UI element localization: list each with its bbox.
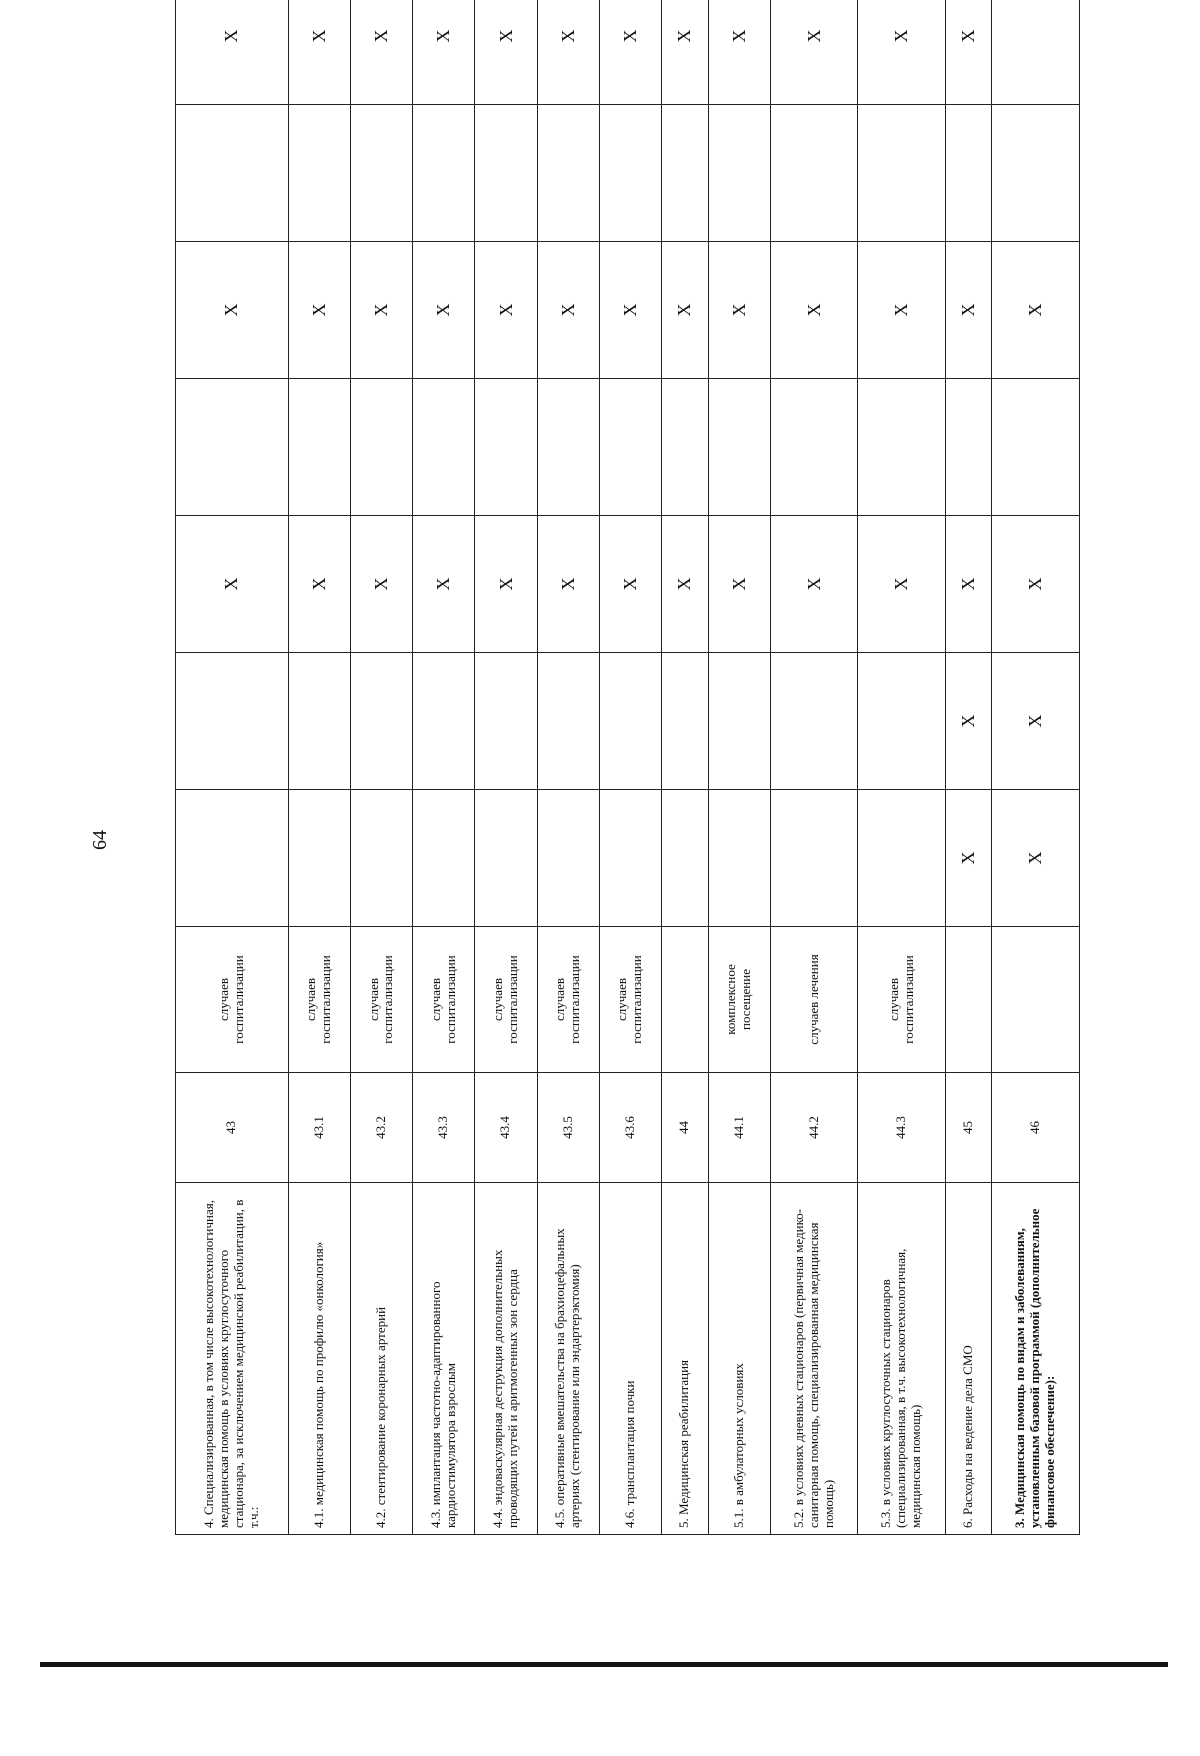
row-name-cell: 4.4. эндоваскулярная деструкция дополнительных проводящих путей и аритмогенных зон сердца (475, 1183, 537, 1535)
value-cell (992, 379, 1080, 516)
value-cell (661, 790, 708, 927)
value-cell: X (858, 0, 945, 105)
value-cell (858, 105, 945, 242)
row-number-cell: 43.6 (599, 1073, 661, 1183)
row-unit-cell: комплексное посещение (708, 927, 770, 1073)
value-cell (770, 653, 857, 790)
table-row (599, 0, 661, 1535)
value-cell (176, 653, 289, 790)
page-number: 64 (89, 830, 111, 850)
value-cell (350, 790, 412, 927)
row-number-cell: 43.5 (537, 1073, 599, 1183)
value-cell: X (945, 242, 992, 379)
row-name-cell: 6. Расходы на ведение дела СМО (945, 1183, 992, 1535)
value-cell (288, 379, 350, 516)
value-cell: X (475, 0, 537, 105)
table-row (992, 0, 1080, 1535)
data-table (175, 0, 1080, 1535)
value-cell (413, 105, 475, 242)
value-cell: X (537, 516, 599, 653)
value-cell: X (770, 516, 857, 653)
value-cell (475, 105, 537, 242)
row-number-cell: 44 (661, 1073, 708, 1183)
value-cell: X (176, 242, 289, 379)
value-cell: X (770, 0, 857, 105)
value-cell (770, 105, 857, 242)
value-cell: X (288, 516, 350, 653)
value-cell: X (176, 0, 289, 105)
row-unit-cell: случаев госпитализации (350, 927, 412, 1073)
value-cell: X (708, 242, 770, 379)
row-name-cell: 4.2. стентирование коронарных артерий (350, 1183, 412, 1535)
value-cell: X (661, 0, 708, 105)
row-number-cell: 45 (945, 1073, 992, 1183)
table-body (176, 0, 1080, 1535)
value-cell (992, 0, 1080, 105)
row-name-cell: 4.6. трансплантация почки (599, 1183, 661, 1535)
value-cell (599, 379, 661, 516)
value-cell (661, 653, 708, 790)
value-cell: X (599, 242, 661, 379)
table-row (475, 0, 537, 1535)
table-row (708, 0, 770, 1535)
value-cell: X (537, 0, 599, 105)
value-cell (350, 653, 412, 790)
value-cell: X (350, 516, 412, 653)
value-cell: X (288, 242, 350, 379)
rotated-table-container (175, 29, 1080, 1535)
row-unit-cell: случаев госпитализации (475, 927, 537, 1073)
value-cell: X (599, 516, 661, 653)
value-cell (599, 653, 661, 790)
row-number-cell: 44.3 (858, 1073, 945, 1183)
value-cell (350, 105, 412, 242)
row-name-cell: 3. Медицинская помощь по видам и заболеваниям, установленным базовой программой (дополнительное финансовое обеспечение): (992, 1183, 1080, 1535)
value-cell (708, 653, 770, 790)
value-cell (350, 379, 412, 516)
value-cell: X (945, 790, 992, 927)
value-cell (992, 105, 1080, 242)
value-cell (599, 790, 661, 927)
row-unit-cell (661, 927, 708, 1073)
table-row (945, 0, 992, 1535)
value-cell (708, 790, 770, 927)
value-cell (537, 653, 599, 790)
value-cell (858, 379, 945, 516)
value-cell: X (176, 516, 289, 653)
value-cell (413, 653, 475, 790)
value-cell (288, 105, 350, 242)
value-cell (708, 105, 770, 242)
value-cell (858, 790, 945, 927)
row-unit-cell (992, 927, 1080, 1073)
value-cell (413, 379, 475, 516)
value-cell: X (475, 516, 537, 653)
value-cell: X (350, 0, 412, 105)
row-name-cell: 4.1. медицинская помощь по профилю «онкология» (288, 1183, 350, 1535)
table-row (176, 0, 289, 1535)
value-cell: X (708, 0, 770, 105)
row-number-cell: 43.3 (413, 1073, 475, 1183)
value-cell (288, 653, 350, 790)
row-name-cell: 4.5. оперативные вмешательства на брахиоцефальных артериях (стентирование или эндартерэктомия) (537, 1183, 599, 1535)
value-cell (537, 379, 599, 516)
value-cell (537, 790, 599, 927)
value-cell (475, 653, 537, 790)
value-cell: X (945, 516, 992, 653)
table-row (661, 0, 708, 1535)
table-row (537, 0, 599, 1535)
value-cell (475, 790, 537, 927)
value-cell (475, 379, 537, 516)
value-cell: X (599, 0, 661, 105)
table-row (350, 0, 412, 1535)
value-cell (661, 379, 708, 516)
row-name-cell: 5. Медицинская реабилитация (661, 1183, 708, 1535)
value-cell: X (858, 242, 945, 379)
value-cell (858, 653, 945, 790)
value-cell (176, 379, 289, 516)
row-unit-cell: случаев лечения (770, 927, 857, 1073)
value-cell (708, 379, 770, 516)
value-cell (661, 105, 708, 242)
row-number-cell: 44.1 (708, 1073, 770, 1183)
value-cell: X (770, 242, 857, 379)
table-row (858, 0, 945, 1535)
value-cell: X (475, 242, 537, 379)
value-cell: X (992, 516, 1080, 653)
row-number-cell: 43.2 (350, 1073, 412, 1183)
value-cell: X (661, 516, 708, 653)
table-row (413, 0, 475, 1535)
value-cell: X (992, 242, 1080, 379)
value-cell: X (413, 0, 475, 105)
value-cell (413, 790, 475, 927)
value-cell (176, 105, 289, 242)
row-number-cell: 43.1 (288, 1073, 350, 1183)
value-cell (176, 790, 289, 927)
table-row (770, 0, 857, 1535)
row-number-cell: 43.4 (475, 1073, 537, 1183)
row-unit-cell (945, 927, 992, 1073)
row-name-cell: 5.3. в условиях круглосуточных стационаров (специализированная, в т.ч. высокотехнологичная, медицинская помощь) (858, 1183, 945, 1535)
value-cell: X (413, 516, 475, 653)
value-cell: X (858, 516, 945, 653)
value-cell (770, 379, 857, 516)
row-number-cell: 44.2 (770, 1073, 857, 1183)
row-unit-cell: случаев госпитализации (537, 927, 599, 1073)
row-name-cell: 5.2. в условиях дневных стационаров (первичная медико-санитарная помощь, специализированная медицинская помощь) (770, 1183, 857, 1535)
value-cell: X (945, 653, 992, 790)
value-cell (288, 790, 350, 927)
row-unit-cell: случаев госпитализации (288, 927, 350, 1073)
row-name-cell: 4. Специализированная, в том числе высокотехнологичная, медицинская помощь в условиях круглосуточного стационара, за исключением медицинской реабилитации, в т.ч.: (176, 1183, 289, 1535)
value-cell: X (992, 653, 1080, 790)
table-row (288, 0, 350, 1535)
value-cell: X (350, 242, 412, 379)
value-cell: X (288, 0, 350, 105)
value-cell: X (413, 242, 475, 379)
value-cell (770, 790, 857, 927)
value-cell (537, 105, 599, 242)
row-unit-cell: случаев госпитализации (413, 927, 475, 1073)
bottom-rule (40, 1662, 1168, 1667)
row-name-cell: 4.3. имплантация частотно-адаптированного кардиостимулятора взрослым (413, 1183, 475, 1535)
value-cell: X (537, 242, 599, 379)
row-number-cell: 46 (992, 1073, 1080, 1183)
value-cell: X (661, 242, 708, 379)
value-cell: X (945, 0, 992, 105)
value-cell (945, 105, 992, 242)
row-number-cell: 43 (176, 1073, 289, 1183)
row-unit-cell: случаев госпитализации (858, 927, 945, 1073)
row-name-cell: 5.1. в амбулаторных условиях (708, 1183, 770, 1535)
value-cell (945, 379, 992, 516)
row-unit-cell: случаев госпитализации (176, 927, 289, 1073)
value-cell (599, 105, 661, 242)
value-cell: X (708, 516, 770, 653)
value-cell: X (992, 790, 1080, 927)
row-unit-cell: случаев госпитализации (599, 927, 661, 1073)
